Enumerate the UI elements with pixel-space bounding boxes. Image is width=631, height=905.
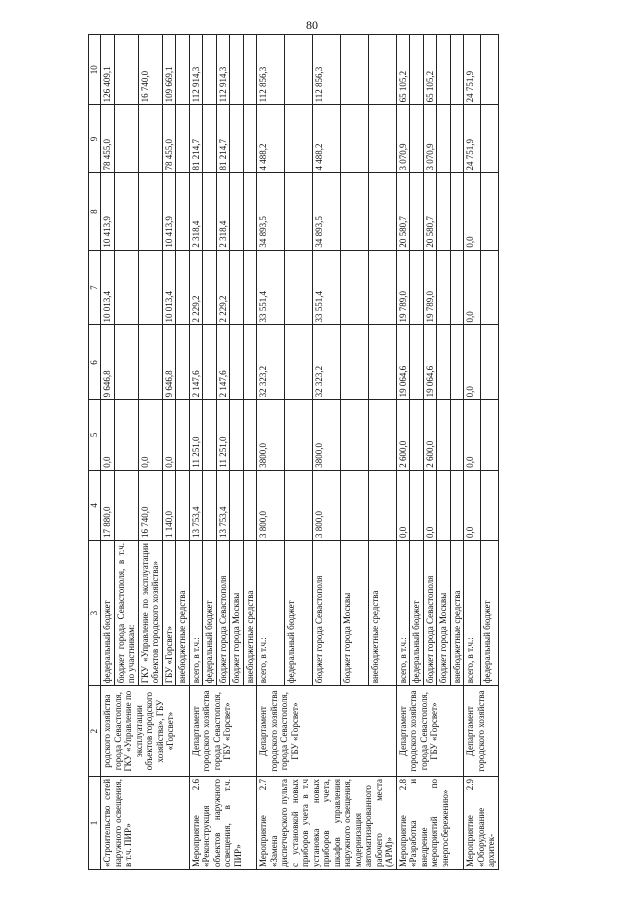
value-cell [203, 35, 217, 105]
value-cell [481, 35, 498, 105]
value-cell [437, 35, 451, 105]
value-cell: 20 580,7 [396, 173, 410, 250]
value-cell [114, 173, 138, 250]
value-cell [230, 470, 244, 540]
value-cell [368, 325, 396, 400]
value-cell: 13 753,4 [189, 470, 203, 540]
value-cell: 109 669,1 [162, 35, 176, 105]
value-cell [410, 250, 424, 325]
value-cell: 0,0 [464, 470, 481, 540]
executor-cell: Департамент городского хозяйства города Севастополя, ГБУ «Горсвет» [257, 686, 397, 777]
value-cell [340, 400, 368, 470]
value-cell: 32 323,2 [257, 325, 285, 400]
event-cell: Мероприятие 2.6 «Реконструкция объектов наружного освещения, в т.ч. ПИР» [189, 776, 257, 869]
value-cell: 2 147,6 [216, 325, 230, 400]
value-cell [481, 325, 498, 400]
value-cell: 20 580,7 [423, 173, 437, 250]
value-cell [437, 400, 451, 470]
rotated-table-container [88, 34, 608, 870]
value-cell: 34 893,5 [312, 173, 340, 250]
value-cell: 3 800,0 [257, 470, 285, 540]
funding-source-cell: бюджет города Севастополя, в т.ч. по участникам: [114, 541, 138, 686]
value-cell: 10 013,4 [101, 250, 115, 325]
funding-source-cell: внебюджетные средства [176, 541, 190, 686]
value-cell: 10 413,9 [162, 173, 176, 250]
value-cell: 2 600,0 [423, 400, 437, 470]
value-cell: 65 105,2 [423, 35, 437, 105]
event-cell: Мероприятие 2.8 «Разработка и внедрение мероприятий по энергосбережению» [396, 776, 464, 869]
value-cell: 3800,0 [257, 400, 285, 470]
value-cell [481, 400, 498, 470]
column-header: 1 [89, 776, 101, 869]
value-cell [450, 400, 464, 470]
value-cell [368, 105, 396, 173]
value-cell [203, 105, 217, 173]
value-cell: 112 914,3 [189, 35, 203, 105]
value-cell [138, 105, 162, 173]
value-cell: 78 455,0 [101, 105, 115, 173]
value-cell [230, 250, 244, 325]
value-cell: 4 488,2 [312, 105, 340, 173]
value-cell: 9 646,8 [101, 325, 115, 400]
value-cell [450, 35, 464, 105]
budget-table [88, 34, 499, 870]
value-cell [284, 105, 312, 173]
value-cell [437, 470, 451, 540]
column-header: 2 [89, 686, 101, 777]
value-cell [481, 470, 498, 540]
value-cell [368, 400, 396, 470]
value-cell: 112 914,3 [216, 35, 230, 105]
value-cell: 19 789,0 [423, 250, 437, 325]
funding-source-cell: бюджет города Севастополя [423, 541, 437, 686]
table-row [396, 35, 410, 870]
value-cell: 2 147,6 [189, 325, 203, 400]
funding-source-cell: ГБУ «Горсвет» [162, 541, 176, 686]
value-cell: 11 251,0 [189, 400, 203, 470]
column-header: 5 [89, 400, 101, 470]
value-cell [340, 250, 368, 325]
value-cell: 1 140,0 [162, 470, 176, 540]
value-cell: 112 856,3 [257, 35, 285, 105]
value-cell: 33 551,4 [257, 250, 285, 325]
value-cell [230, 35, 244, 105]
funding-source-cell: федеральный бюджет [410, 541, 424, 686]
value-cell [450, 470, 464, 540]
funding-source-cell: бюджет города Севастополя [312, 541, 340, 686]
value-cell [340, 325, 368, 400]
value-cell: 0,0 [464, 173, 481, 250]
value-cell: 65 105,2 [396, 35, 410, 105]
value-cell [410, 105, 424, 173]
value-cell [410, 173, 424, 250]
value-cell [243, 250, 257, 325]
value-cell: 11 251,0 [216, 400, 230, 470]
value-cell [284, 173, 312, 250]
value-cell [481, 173, 498, 250]
column-header: 7 [89, 250, 101, 325]
event-cell: Мероприятие 2.9 «Оборудование архитек- [464, 776, 499, 869]
executor-cell: Департамент городского хозяйства города Севастополя, ГБУ «Горсвет» [189, 686, 257, 777]
table-row [101, 35, 115, 870]
value-cell: 32 323,2 [312, 325, 340, 400]
value-cell: 0,0 [423, 470, 437, 540]
value-cell: 24 751,9 [464, 105, 481, 173]
value-cell: 2 318,4 [189, 173, 203, 250]
value-cell [450, 325, 464, 400]
value-cell [230, 325, 244, 400]
value-cell: 0,0 [162, 400, 176, 470]
executor-cell: Департамент городского хозяйства [464, 686, 499, 777]
value-cell [114, 400, 138, 470]
funding-source-cell: федеральный бюджет [101, 541, 115, 686]
column-header: 3 [89, 541, 101, 686]
value-cell [450, 250, 464, 325]
funding-source-cell: всего, в т.ч.: [464, 541, 481, 686]
event-cell: «Строительство сетей наружного освещения, в т.ч. ПИР» [101, 776, 190, 869]
value-cell [176, 173, 190, 250]
value-cell: 0,0 [464, 400, 481, 470]
value-cell [340, 35, 368, 105]
value-cell: 3 070,9 [423, 105, 437, 173]
funding-source-cell: внебюджетные средства [368, 541, 396, 686]
value-cell [114, 105, 138, 173]
executor-cell: Департамент городского хозяйства города Севастополя, ГБУ «Горсвет» [396, 686, 464, 777]
funding-source-cell: федеральный бюджет [481, 541, 498, 686]
value-cell [176, 250, 190, 325]
table-row [189, 35, 203, 870]
value-cell [410, 35, 424, 105]
table-body [101, 35, 499, 870]
value-cell: 2 229,2 [189, 250, 203, 325]
column-header: 4 [89, 470, 101, 540]
value-cell [410, 470, 424, 540]
funding-source-cell: федеральный бюджет [284, 541, 312, 686]
value-cell [243, 105, 257, 173]
header-row [89, 35, 101, 870]
value-cell [284, 35, 312, 105]
column-header: 8 [89, 173, 101, 250]
value-cell [450, 105, 464, 173]
value-cell: 4 488,2 [257, 105, 285, 173]
value-cell [243, 35, 257, 105]
value-cell [437, 105, 451, 173]
value-cell [437, 173, 451, 250]
value-cell: 81 214,7 [189, 105, 203, 173]
funding-source-cell: всего, в т.ч.: [257, 541, 285, 686]
value-cell [176, 470, 190, 540]
value-cell: 0,0 [464, 325, 481, 400]
value-cell: 33 551,4 [312, 250, 340, 325]
value-cell [284, 325, 312, 400]
value-cell [114, 470, 138, 540]
funding-source-cell: бюджет города Севастополя [216, 541, 230, 686]
funding-source-cell: бюджет города Москвы [340, 541, 368, 686]
value-cell: 0,0 [138, 400, 162, 470]
funding-source-cell: бюджет города Москвы [230, 541, 244, 686]
value-cell [243, 325, 257, 400]
table-row [464, 35, 481, 870]
value-cell: 112 856,3 [312, 35, 340, 105]
value-cell: 19 064,6 [423, 325, 437, 400]
value-cell [340, 173, 368, 250]
value-cell [437, 250, 451, 325]
value-cell: 17 880,0 [101, 470, 115, 540]
value-cell: 126 409,1 [101, 35, 115, 105]
value-cell [284, 470, 312, 540]
funding-source-cell: бюджет города Москвы [437, 541, 451, 686]
value-cell [243, 400, 257, 470]
value-cell: 0,0 [396, 470, 410, 540]
value-cell [340, 470, 368, 540]
funding-source-cell: всего, в т.ч.: [189, 541, 203, 686]
value-cell [203, 400, 217, 470]
value-cell [243, 173, 257, 250]
event-cell: Мероприятие 2.7 «Замена диспетчерского пульта с установкой новых приборов учета в т.ч установка новых приборов учета, шкафов управления наружного освещения, модернизация автоматизированного рабочего места (АРМ)» [257, 776, 397, 869]
value-cell [437, 325, 451, 400]
value-cell [481, 105, 498, 173]
value-cell: 10 013,4 [162, 250, 176, 325]
value-cell: 10 413,9 [101, 173, 115, 250]
value-cell: 2 229,2 [216, 250, 230, 325]
value-cell [138, 325, 162, 400]
value-cell [114, 325, 138, 400]
column-header: 6 [89, 325, 101, 400]
value-cell [176, 325, 190, 400]
value-cell [481, 250, 498, 325]
value-cell [176, 400, 190, 470]
value-cell: 24 751,9 [464, 35, 481, 105]
value-cell [114, 35, 138, 105]
column-header: 9 [89, 105, 101, 173]
value-cell [410, 400, 424, 470]
value-cell [230, 400, 244, 470]
value-cell [368, 250, 396, 325]
value-cell: 3 070,9 [396, 105, 410, 173]
value-cell [368, 470, 396, 540]
value-cell [203, 470, 217, 540]
value-cell [450, 173, 464, 250]
table-row [257, 35, 285, 870]
value-cell: 78 455,0 [162, 105, 176, 173]
value-cell: 2 318,4 [216, 173, 230, 250]
value-cell [368, 35, 396, 105]
value-cell [410, 325, 424, 400]
value-cell: 19 064,6 [396, 325, 410, 400]
value-cell [284, 250, 312, 325]
page-number: 80 [306, 18, 318, 32]
value-cell: 2 600,0 [396, 400, 410, 470]
value-cell [230, 105, 244, 173]
executor-cell: родского хозяйства города Севастополя, ГКУ «Управление по эксплуатации объектов городского хозяйства», ГБУ «Горсвет» [101, 686, 190, 777]
value-cell: 19 789,0 [396, 250, 410, 325]
value-cell: 81 214,7 [216, 105, 230, 173]
funding-source-cell: всего, в т.ч.: [396, 541, 410, 686]
value-cell [284, 400, 312, 470]
value-cell [340, 105, 368, 173]
value-cell: 34 893,5 [257, 173, 285, 250]
value-cell [203, 325, 217, 400]
value-cell [138, 173, 162, 250]
value-cell [176, 105, 190, 173]
value-cell: 9 646,8 [162, 325, 176, 400]
value-cell: 3 800,0 [312, 470, 340, 540]
funding-source-cell: внебюджетные средства [450, 541, 464, 686]
value-cell: 13 753,4 [216, 470, 230, 540]
value-cell [176, 35, 190, 105]
value-cell: 0,0 [101, 400, 115, 470]
value-cell: 16 740,0 [138, 35, 162, 105]
funding-source-cell: ГКУ «Управление по эксплуатации объектов городского хозяйства» [138, 541, 162, 686]
value-cell [368, 173, 396, 250]
value-cell [114, 250, 138, 325]
funding-source-cell: федеральный бюджет [203, 541, 217, 686]
funding-source-cell: внебюджетные средства [243, 541, 257, 686]
value-cell [203, 173, 217, 250]
column-header: 10 [89, 35, 101, 105]
value-cell [138, 250, 162, 325]
value-cell [243, 470, 257, 540]
value-cell: 3800,0 [312, 400, 340, 470]
value-cell [203, 250, 217, 325]
value-cell [230, 173, 244, 250]
value-cell: 0,0 [464, 250, 481, 325]
value-cell: 16 740,0 [138, 470, 162, 540]
